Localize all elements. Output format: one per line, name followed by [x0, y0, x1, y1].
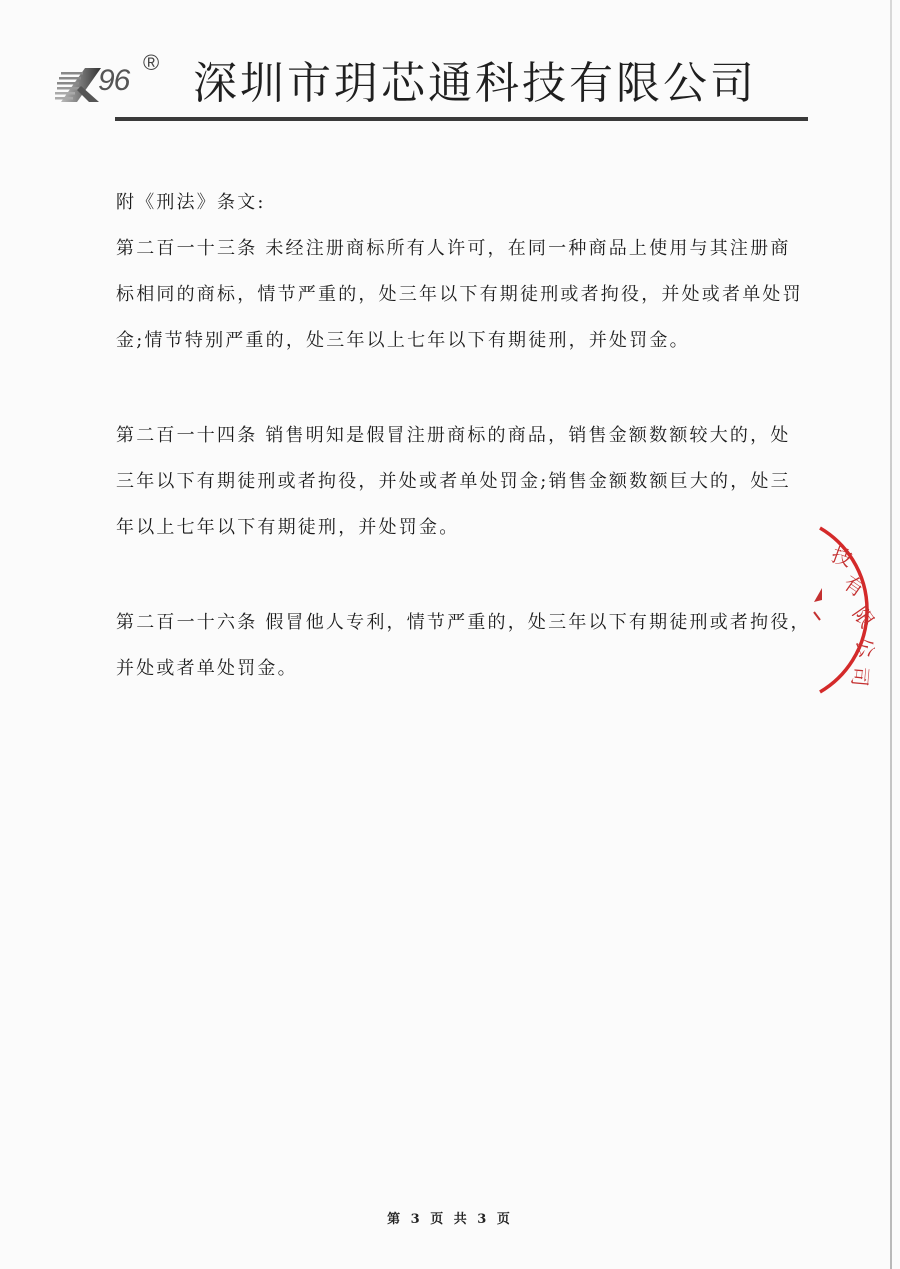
article-line: 第二百一十六条 假冒他人专利，情节严重的，处三年以下有期徒刑或者拘役，: [116, 612, 811, 633]
svg-text:有: 有: [839, 570, 870, 602]
company-seal-stamp: [770, 520, 900, 700]
company-name: 深圳市玥芯通科技有限公司: [193, 58, 757, 109]
article-line: 第二百一十三条 未经注册商标所有人许可，在同一种商品上使用与其注册商: [116, 238, 791, 259]
letterhead: [0, 0, 900, 130]
article-line: 第二百一十四条 销售明知是假冒注册商标的商品，销售金额数额较大的，处: [116, 425, 791, 446]
x-logo-icon: [55, 66, 103, 104]
company-logo: [55, 50, 165, 110]
document-body: [116, 180, 816, 692]
article-line: 金;情节特别严重的，处三年以上七年以下有期徒刑，并处罚金。: [116, 330, 690, 351]
svg-text:公: 公: [851, 635, 880, 661]
article-216: [116, 600, 816, 692]
article-line: 标相同的商标，情节严重的，处三年以下有期徒刑或者拘役，并处或者单处罚: [116, 284, 803, 305]
svg-text:限: 限: [847, 602, 880, 633]
header-divider: [115, 117, 808, 121]
page-number: 第 3 页 共 3 页: [387, 1212, 513, 1227]
article-line: 年以上七年以下有期徒刑，并处罚金。: [116, 517, 460, 538]
svg-text:司: 司: [847, 665, 873, 688]
article-213: [116, 226, 816, 364]
logo-number: 96: [98, 64, 130, 97]
article-line: 并处或者单处罚金。: [116, 658, 298, 679]
registered-trademark-icon: ®: [143, 50, 160, 75]
article-214: [116, 413, 816, 551]
svg-text:技: 技: [828, 542, 856, 572]
intro-heading: 附《刑法》条文:: [116, 192, 266, 213]
article-line: 三年以下有期徒刑或者拘役，并处或者单处罚金;销售金额数额巨大的，处三: [116, 471, 791, 492]
